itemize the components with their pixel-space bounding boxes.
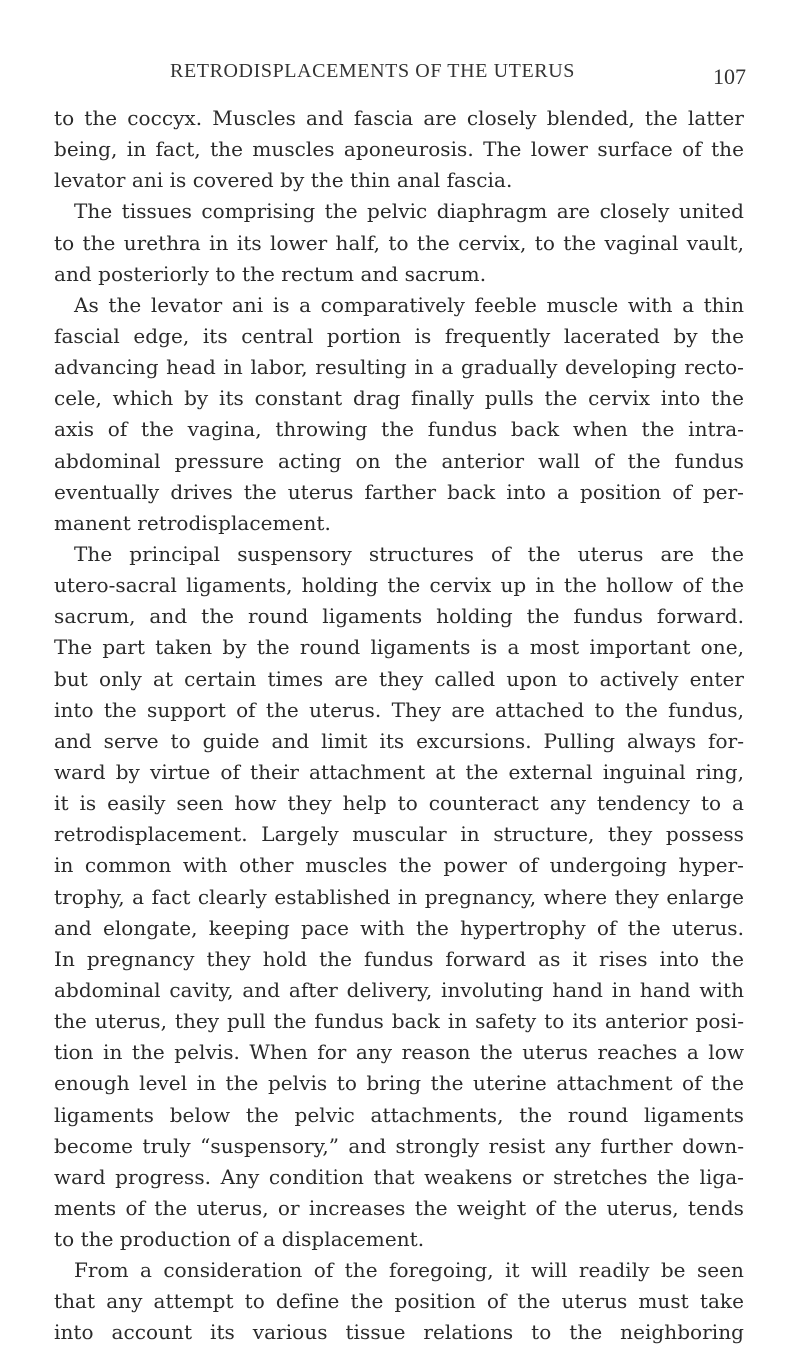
- text-line: eventually drives the uterus farther back into a position of per-: [54, 479, 744, 504]
- text-line: trophy, a fact clearly established in pregnancy, where they enlarge: [54, 884, 744, 909]
- text-line: tion in the pelvis. When for any reason the uterus reaches a low: [54, 1040, 744, 1065]
- text-line: and serve to guide and limit its excursions. Pulling always for-: [54, 728, 744, 753]
- page-number: 107: [713, 64, 746, 89]
- text-line: The principal suspensory structures of the uterus are the: [74, 541, 744, 566]
- text-line: into account its various tissue relations to the neighboring: [54, 1320, 744, 1345]
- text-line: but only at certain times are they called upon to actively enter: [54, 666, 744, 691]
- text-line: sacrum, and the round ligaments holding the fundus forward.: [54, 604, 744, 629]
- text-line: become truly “suspensory,” and strongly resist any further down-: [54, 1133, 744, 1158]
- text-line: cele, which by its constant drag finally pulls the cervix into the: [54, 386, 744, 411]
- text-line: enough level in the pelvis to bring the uterine attachment of the: [54, 1071, 744, 1096]
- text-line: utero-sacral ligaments, holding the cervix up in the hollow of the: [54, 573, 744, 598]
- text-line: retrodisplacement. Largely muscular in structure, they possess: [54, 822, 744, 847]
- text-line: it is easily seen how they help to counteract any tendency to a: [54, 791, 744, 816]
- text-line: to the urethra in its lower half, to the cervix, to the vaginal vault,: [54, 230, 744, 255]
- running-head: RETRODISPLACEMENTS OF THE UTERUS: [170, 60, 575, 82]
- text-line: As the levator ani is a comparatively feeble muscle with a thin: [74, 292, 744, 317]
- text-line: into the support of the uterus. They are attached to the fundus,: [54, 697, 744, 722]
- text-line: ward progress. Any condition that weakens or stretches the liga-: [54, 1164, 744, 1189]
- text-line: abdominal pressure acting on the anterior wall of the fundus: [54, 448, 744, 473]
- text-line: in common with other muscles the power of undergoing hyper-: [54, 853, 744, 878]
- text-line: being, in fact, the muscles aponeurosis. The lower surface of the: [54, 137, 744, 162]
- text-line: ments of the uterus, or increases the weight of the uterus, tends: [54, 1195, 744, 1220]
- text-line: that any attempt to define the position of the uterus must take: [54, 1289, 744, 1314]
- text-line: In pregnancy they hold the fundus forward as it rises into the: [54, 946, 744, 971]
- text-line: axis of the vagina, throwing the fundus back when the intra-: [54, 417, 744, 442]
- text-line: advancing head in labor, resulting in a gradually developing recto-: [54, 355, 744, 380]
- text-line: abdominal cavity, and after delivery, involuting hand in hand with: [54, 977, 744, 1002]
- text-line: to the production of a displacement.: [54, 1227, 425, 1252]
- text-line: fascial edge, its central portion is frequently lacerated by the: [54, 323, 744, 348]
- text-line: From a consideration of the foregoing, it will readily be seen: [74, 1258, 744, 1283]
- text-line: The part taken by the round ligaments is a most important one,: [54, 635, 744, 660]
- text-line: levator ani is covered by the thin anal fascia.: [54, 168, 513, 193]
- text-line: ward by virtue of their attachment at the external inguinal ring,: [54, 759, 744, 784]
- text-line: The tissues comprising the pelvic diaphragm are closely united: [74, 199, 744, 224]
- text-line: the uterus, they pull the fundus back in safety to its anterior posi-: [54, 1009, 744, 1034]
- text-line: to the coccyx. Muscles and fascia are closely blended, the latter: [54, 106, 744, 130]
- text-line: ligaments below the pelvic attachments, the round ligaments: [54, 1102, 744, 1127]
- body-text: [54, 103, 744, 1349]
- text-line: manent retrodisplacement.: [54, 510, 331, 535]
- text-line: and posteriorly to the rectum and sacrum.: [54, 261, 487, 286]
- text-line: and elongate, keeping pace with the hypertrophy of the uterus.: [54, 915, 744, 940]
